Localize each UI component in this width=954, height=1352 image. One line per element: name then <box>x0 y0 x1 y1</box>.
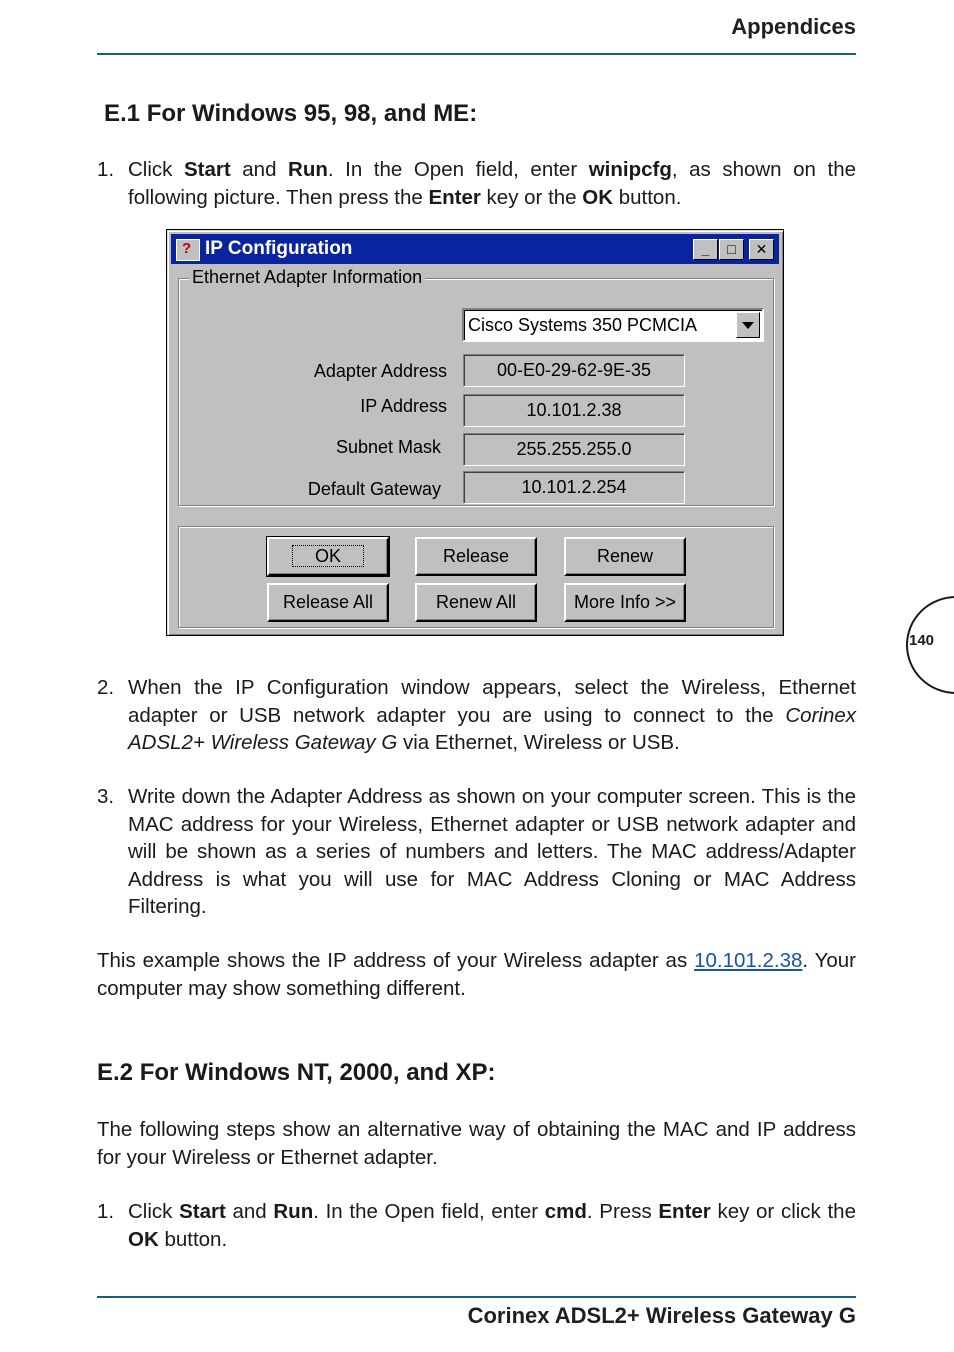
ok-button[interactable]: OK <box>267 537 389 576</box>
dialog-titlebar[interactable] <box>171 234 779 264</box>
renew-button[interactable]: Renew <box>564 537 686 576</box>
list-number: 3. <box>97 785 115 808</box>
ip-address-link[interactable]: 10.101.2.38 <box>694 949 803 972</box>
section-heading-e2: E.2 For Windows NT, 2000, and XP: <box>97 1059 496 1086</box>
ip-address-label: IP Address <box>360 396 447 416</box>
ip-configuration-dialog <box>166 229 784 636</box>
adapter-address-label: Adapter Address <box>313 361 447 381</box>
list-number: 2. <box>97 676 115 699</box>
running-footer: Corinex ADSL2+ Wireless Gateway G <box>467 1303 856 1328</box>
adapter-select-value: Cisco Systems 350 PCMCIA <box>468 315 698 335</box>
network-config-icon: ? <box>176 239 200 261</box>
example-paragraph: This example shows the IP address of your Wireless adapter as 10.101.2.38. Your computer may show something different. <box>97 949 856 1000</box>
release-button[interactable]: Release <box>415 537 537 576</box>
footer-rule <box>97 1296 856 1298</box>
running-header: Appendices <box>731 14 856 39</box>
list-number: 1. <box>97 158 115 181</box>
page-number: 140 <box>909 632 935 649</box>
list-number: 1. <box>97 1200 115 1223</box>
list-item-step1-nt <box>97 1198 856 1253</box>
maximize-button[interactable]: □ <box>719 239 744 260</box>
close-button[interactable]: ✕ <box>749 239 774 260</box>
renew-all-button[interactable]: Renew All <box>415 583 537 622</box>
chevron-down-icon[interactable] <box>736 312 760 338</box>
dialog-title: IP Configuration <box>205 238 353 259</box>
release-all-button[interactable]: Release All <box>267 583 389 622</box>
header-rule <box>97 53 856 55</box>
intro-paragraph: The following steps show an alternative way of obtaining the MAC and IP address for your Wireless or Ethernet adapter. <box>97 1118 856 1169</box>
step-text: Click Start and Run. In the Open field, enter cmd. Press Enter key or click the OK button. <box>128 1200 856 1251</box>
adapter-address-value: 00-E0-29-62-9E-35 <box>463 354 685 387</box>
list-item-step2 <box>97 674 856 757</box>
adapter-select[interactable] <box>462 308 764 342</box>
step-text: Write down the Adapter Address as shown on your computer screen. This is the MAC address for your Wireless, Ethernet adapter or USB network adapter and will be shown as a series of numbers and letters. The MAC address/Adapter Address is what you will use for MAC Address Cloning or MAC Address Filtering. <box>128 785 856 918</box>
step-text: When the IP Configuration window appears, select the Wireless, Ethernet adapter or USB network adapter you are using to connect to the Corinex ADSL2+ Wireless Gateway G via Ethernet, Wireless or USB. <box>128 676 856 754</box>
group-label: Ethernet Adapter Information <box>189 267 425 288</box>
step-text: Click Start and Run. In the Open field, enter winipcfg, as shown on the following picture. Then press the Enter key or the OK button. <box>128 158 857 209</box>
section-heading-e1: E.1 For Windows 95, 98, and ME: <box>104 100 478 127</box>
list-item-step1 <box>97 156 856 211</box>
more-info-button[interactable]: More Info >> <box>564 583 686 622</box>
minimize-button[interactable]: _ <box>693 239 718 260</box>
list-item-step3 <box>97 783 856 921</box>
ip-address-value: 10.101.2.38 <box>463 394 685 427</box>
default-gateway-value: 10.101.2.254 <box>463 471 685 504</box>
default-gateway-label: Default Gateway <box>307 479 441 499</box>
subnet-mask-value: 255.255.255.0 <box>463 433 685 466</box>
subnet-mask-label: Subnet Mask <box>335 437 441 457</box>
